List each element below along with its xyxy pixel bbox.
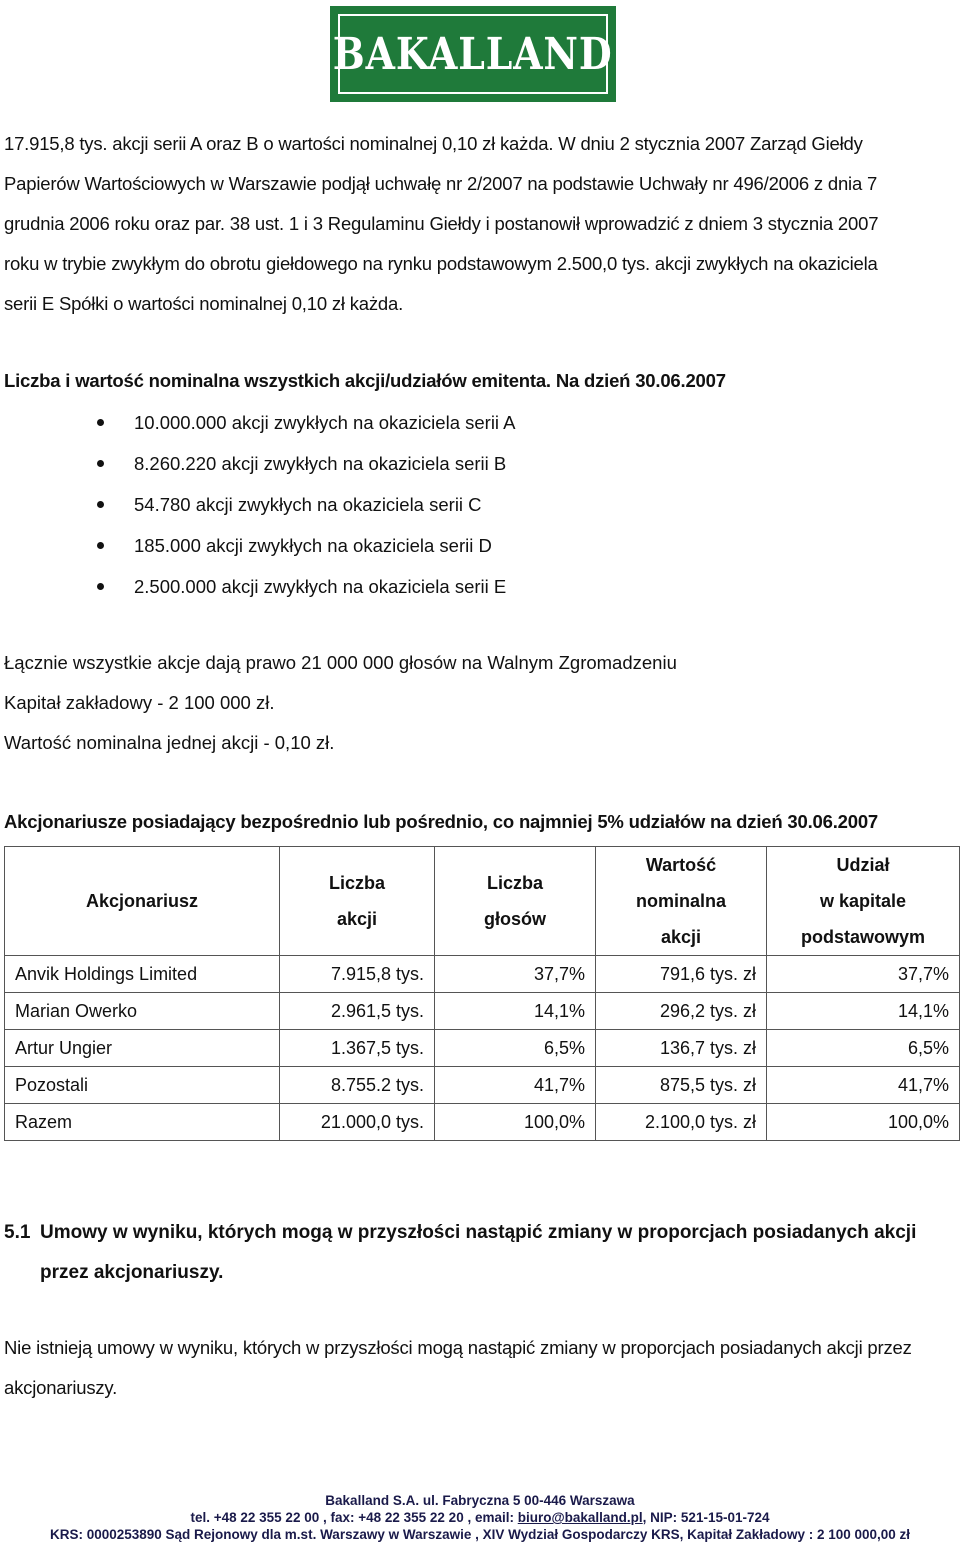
table-row-total [5, 1104, 960, 1141]
intro-line: roku w trybie zwykłym do obrotu giełdowego na rynku podstawowym 2.500,0 tys. akcji zwykłych na okaziciela [4, 253, 878, 274]
bullet-icon [97, 542, 104, 549]
table-header-row [5, 847, 960, 956]
list-item [0, 525, 516, 566]
footer-contact: tel. +48 22 355 22 00 , fax: +48 22 355 22 20 , email: biuro@bakalland.pl, NIP: 521-15-01-724 [190, 1510, 770, 1525]
share-series-text: 10.000.000 akcji zwykłych na okaziciela serii A [134, 412, 516, 433]
cell-value: 2.100,0 tys. zł [596, 1104, 767, 1141]
share-series-text: 185.000 akcji zwykłych na okaziciela serii D [134, 535, 492, 556]
cell-value: 296,2 tys. zł [596, 993, 767, 1030]
footer-address: Bakalland S.A. ul. Fabryczna 5 00-446 Warszawa [325, 1493, 635, 1508]
footer-registry: KRS: 0000253890 Sąd Rejonowy dla m.st. Warszawy w Warszawie , XIV Wydział Gospodarczy KRS, Kapitał Zakładowy : 2 100 000,00 zł [49, 1527, 911, 1542]
table-row [5, 993, 960, 1030]
cell-votes: 6,5% [435, 1030, 596, 1067]
table-row [5, 1067, 960, 1104]
header-votes: Liczba głosów [435, 847, 596, 956]
email-link[interactable]: biuro@bakalland.pl [517, 1510, 643, 1525]
cell-holder: Artur Ungier [5, 1030, 280, 1067]
section-number: 5.1 [4, 1222, 31, 1243]
company-logo [330, 6, 618, 104]
cell-holder: Razem [5, 1104, 280, 1141]
shareholders-table [4, 846, 960, 1141]
cell-votes: 37,7% [435, 956, 596, 993]
cell-holder: Anvik Holdings Limited [5, 956, 280, 993]
capital-summary: Kapitał zakładowy - 2 100 000 zł. [4, 692, 275, 713]
list-item [0, 443, 516, 484]
cell-shares: 2.961,5 tys. [280, 993, 435, 1030]
bullet-icon [97, 501, 104, 508]
cell-stake: 14,1% [767, 993, 960, 1030]
cell-value: 136,7 tys. zł [596, 1030, 767, 1067]
votes-summary: Łącznie wszystkie akcje dają prawo 21 000 000 głosów na Walnym Zgromadzeniu [4, 652, 677, 673]
header-nominal-value: Wartość nominalna akcji [596, 847, 767, 956]
cell-holder: Marian Owerko [5, 993, 280, 1030]
list-item [0, 484, 516, 525]
section-title-line: Umowy w wyniku, których mogą w przyszłości nastąpić zmiany w proporcjach posiadanych akcji [40, 1222, 917, 1243]
cell-votes: 14,1% [435, 993, 596, 1030]
shares-list [0, 402, 516, 607]
intro-line: serii E Spółki o wartości nominalnej 0,10 zł każda. [4, 293, 404, 314]
share-series-text: 54.780 akcji zwykłych na okaziciela serii C [134, 494, 482, 515]
holders-heading: Akcjonariusze posiadający bezpośrednio lub pośrednio, co najmniej 5% udziałów na dzień 30.06.2007 [4, 811, 878, 832]
header-holder: Akcjonariusz [5, 847, 280, 956]
shares-heading: Liczba i wartość nominalna wszystkich akcji/udziałów emitenta. Na dzień 30.06.2007 [4, 370, 726, 391]
cell-votes: 100,0% [435, 1104, 596, 1141]
intro-line: 17.915,8 tys. akcji serii A oraz B o wartości nominalnej 0,10 zł każda. W dniu 2 stycznia 2007 Zarząd Giełdy [4, 133, 863, 154]
list-item [0, 566, 516, 607]
cell-shares: 21.000,0 tys. [280, 1104, 435, 1141]
section-heading [4, 1213, 954, 1293]
bullet-icon [97, 419, 104, 426]
cell-stake: 6,5% [767, 1030, 960, 1067]
cell-votes: 41,7% [435, 1067, 596, 1104]
header-stake: Udział w kapitale podstawowym [767, 847, 960, 956]
cell-stake: 100,0% [767, 1104, 960, 1141]
cell-stake: 41,7% [767, 1067, 960, 1104]
table-row [5, 956, 960, 993]
share-series-text: 8.260.220 akcji zwykłych na okaziciela serii B [134, 453, 507, 474]
header-shares: Liczba akcji [280, 847, 435, 956]
intro-line: Papierów Wartościowych w Warszawie podjął uchwałę nr 2/2007 na podstawie Uchwały nr 496/2006 z dnia 7 [4, 173, 878, 194]
intro-paragraph [4, 124, 924, 324]
list-item [0, 402, 516, 443]
body-line: akcjonariuszy. [4, 1377, 118, 1398]
logo-text: BAKALLAND [333, 28, 613, 80]
cell-holder: Pozostali [5, 1067, 280, 1104]
cell-shares: 7.915,8 tys. [280, 956, 435, 993]
nominal-value-summary: Wartość nominalna jednej akcji - 0,10 zł. [4, 732, 335, 753]
table-row [5, 1030, 960, 1067]
bullet-icon [97, 460, 104, 467]
bullet-icon [97, 583, 104, 590]
cell-shares: 1.367,5 tys. [280, 1030, 435, 1067]
share-series-text: 2.500.000 akcji zwykłych na okaziciela serii E [134, 576, 507, 597]
cell-shares: 8.755.2 tys. [280, 1067, 435, 1104]
section-title-line: przez akcjonariuszy. [40, 1262, 224, 1283]
cell-value: 875,5 tys. zł [596, 1067, 767, 1104]
section-body [4, 1328, 924, 1408]
cell-value: 791,6 tys. zł [596, 956, 767, 993]
intro-line: grudnia 2006 roku oraz par. 38 ust. 1 i 3 Regulaminu Giełdy i postanowił wprowadzić z dniem 3 stycznia 2007 [4, 213, 879, 234]
cell-stake: 37,7% [767, 956, 960, 993]
body-line: Nie istnieją umowy w wyniku, których w przyszłości mogą nastąpić zmiany w proporcjach posiadanych akcji przez [4, 1337, 912, 1358]
